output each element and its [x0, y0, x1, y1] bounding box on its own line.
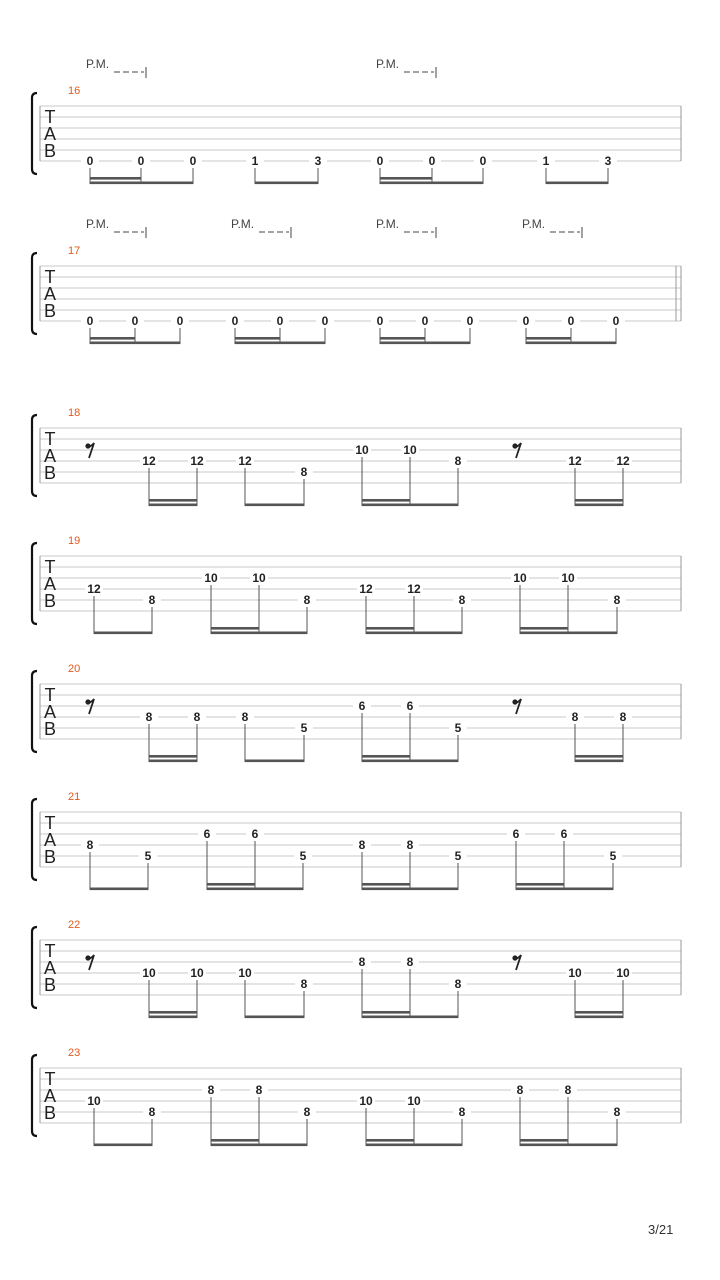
fret-number: 8: [300, 977, 308, 991]
fret-number: 0: [321, 314, 329, 328]
palm-mute-label: P.M.: [376, 57, 400, 71]
fret-number: 8: [303, 1105, 311, 1119]
fret-number: 10: [403, 443, 417, 457]
beam: [380, 342, 470, 345]
tab-clef-letter: T: [44, 557, 56, 577]
beam: [362, 504, 458, 507]
fret-number: 12: [359, 582, 373, 596]
beam: [362, 760, 458, 763]
fret-number: 12: [142, 454, 156, 468]
system-bracket: [32, 253, 37, 334]
fret-number: 10: [616, 966, 630, 980]
system-bracket: [32, 415, 37, 496]
fret-number: 8: [564, 1083, 572, 1097]
beam: [90, 182, 193, 185]
fret-number: 8: [358, 955, 366, 969]
fret-number: 5: [300, 721, 308, 735]
secondary-beam: [575, 499, 623, 502]
fret-number: 12: [568, 454, 582, 468]
tab-clef-letter: B: [43, 847, 57, 867]
secondary-beam: [90, 177, 141, 180]
secondary-beam: [211, 1139, 259, 1142]
secondary-beam: [575, 1011, 623, 1014]
fret-number: 8: [613, 593, 621, 607]
tab-clef-letter: B: [43, 591, 57, 611]
fret-number: 6: [358, 699, 366, 713]
beam: [575, 760, 623, 763]
fret-number: 0: [421, 314, 429, 328]
tab-clef-letter: T: [44, 267, 56, 287]
secondary-beam: [526, 337, 571, 340]
beam: [94, 632, 152, 635]
beam: [211, 1144, 307, 1147]
beam: [207, 888, 303, 891]
beam: [366, 1144, 462, 1147]
tab-clef-letter: A: [43, 124, 57, 144]
secondary-beam: [362, 499, 410, 502]
secondary-beam: [516, 883, 564, 886]
fret-number: 3: [314, 154, 322, 168]
secondary-beam: [211, 627, 259, 630]
palm-mute-label: P.M.: [86, 217, 110, 231]
fret-number: 8: [303, 593, 311, 607]
beam: [526, 342, 616, 345]
system-bracket: [32, 93, 37, 174]
fret-number: 6: [203, 827, 211, 841]
fret-number: 8: [454, 454, 462, 468]
measure-number: 23: [68, 1047, 81, 1059]
fret-number: 12: [616, 454, 630, 468]
fret-number: 8: [255, 1083, 263, 1097]
fret-number: 10: [568, 966, 582, 980]
tab-clef-letter: B: [43, 1103, 57, 1123]
fret-number: 0: [522, 314, 530, 328]
beam: [211, 632, 307, 635]
system-bracket: [32, 799, 37, 880]
fret-number: 10: [238, 966, 252, 980]
fret-number: 6: [406, 699, 414, 713]
fret-number: 10: [190, 966, 204, 980]
fret-number: 10: [561, 571, 575, 585]
secondary-beam: [520, 627, 568, 630]
fret-number: 0: [137, 154, 145, 168]
beam: [546, 182, 608, 185]
fret-number: 10: [204, 571, 218, 585]
fret-number: 8: [619, 710, 627, 724]
tab-clef-letter: A: [43, 702, 57, 722]
fret-number: 12: [407, 582, 421, 596]
tab-clef-letter: B: [43, 141, 57, 161]
fret-number: 0: [466, 314, 474, 328]
secondary-beam: [366, 627, 414, 630]
secondary-beam: [362, 755, 410, 758]
tab-clef-letter: T: [44, 429, 56, 449]
fret-number: 8: [145, 710, 153, 724]
measure-number: 17: [68, 245, 81, 257]
fret-number: 1: [542, 154, 550, 168]
fret-number: 10: [359, 1094, 373, 1108]
palm-mute-label: P.M.: [86, 57, 110, 71]
secondary-beam: [149, 499, 197, 502]
fret-number: 0: [231, 314, 239, 328]
secondary-beam: [235, 337, 280, 340]
palm-mute-label: P.M.: [376, 217, 400, 231]
tab-clef-letter: T: [44, 941, 56, 961]
fret-number: 10: [513, 571, 527, 585]
beam: [245, 504, 304, 507]
secondary-beam: [380, 337, 425, 340]
fret-number: 0: [376, 154, 384, 168]
fret-number: 6: [560, 827, 568, 841]
fret-number: 8: [300, 465, 308, 479]
beam: [90, 342, 180, 345]
fret-number: 10: [142, 966, 156, 980]
tab-clef-letter: T: [44, 107, 56, 127]
fret-number: 8: [406, 838, 414, 852]
beam: [149, 760, 197, 763]
beam: [575, 504, 623, 507]
fret-number: 3: [604, 154, 612, 168]
beam: [362, 1016, 458, 1019]
fret-number: 8: [241, 710, 249, 724]
tab-clef-letter: A: [43, 446, 57, 466]
beam: [149, 1016, 197, 1019]
fret-number: 0: [86, 314, 94, 328]
measure-number: 19: [68, 535, 81, 547]
fret-number: 1: [251, 154, 259, 168]
fret-number: 0: [189, 154, 197, 168]
fret-number: 0: [176, 314, 184, 328]
beam: [245, 760, 304, 763]
secondary-beam: [575, 755, 623, 758]
secondary-beam: [362, 1011, 410, 1014]
fret-number: 5: [454, 721, 462, 735]
measure-number: 16: [68, 85, 81, 97]
fret-number: 0: [131, 314, 139, 328]
secondary-beam: [366, 1139, 414, 1142]
fret-number: 8: [613, 1105, 621, 1119]
system-bracket: [32, 671, 37, 752]
fret-number: 8: [458, 593, 466, 607]
fret-number: 10: [355, 443, 369, 457]
fret-number: 10: [407, 1094, 421, 1108]
beam: [235, 342, 325, 345]
beam: [516, 888, 613, 891]
beam: [520, 1144, 617, 1147]
system-bracket: [32, 927, 37, 1008]
secondary-beam: [90, 337, 135, 340]
tab-clef-letter: A: [43, 574, 57, 594]
tab-clef-letter: A: [43, 1086, 57, 1106]
measure-number: 18: [68, 407, 81, 419]
secondary-beam: [380, 177, 432, 180]
beam: [149, 504, 197, 507]
fret-number: 8: [458, 1105, 466, 1119]
beam: [90, 888, 148, 891]
beam: [94, 1144, 152, 1147]
fret-number: 0: [86, 154, 94, 168]
tab-clef-letter: A: [43, 958, 57, 978]
system-bracket: [32, 543, 37, 624]
beam: [366, 632, 462, 635]
tab-clef-letter: B: [43, 463, 57, 483]
measure-number: 22: [68, 919, 81, 931]
fret-number: 8: [358, 838, 366, 852]
fret-number: 5: [609, 849, 617, 863]
fret-number: 5: [454, 849, 462, 863]
secondary-beam: [149, 755, 197, 758]
fret-number: 12: [238, 454, 252, 468]
fret-number: 8: [406, 955, 414, 969]
tab-clef-letter: T: [44, 1069, 56, 1089]
tab-clef-letter: T: [44, 685, 56, 705]
tab-clef-letter: B: [43, 301, 57, 321]
fret-number: 8: [454, 977, 462, 991]
fret-number: 8: [148, 1105, 156, 1119]
beam: [520, 632, 617, 635]
fret-number: 8: [86, 838, 94, 852]
tab-clef-letter: A: [43, 830, 57, 850]
secondary-beam: [520, 1139, 568, 1142]
fret-number: 12: [190, 454, 204, 468]
fret-number: 6: [251, 827, 259, 841]
system-bracket: [32, 1055, 37, 1136]
secondary-beam: [149, 1011, 197, 1014]
palm-mute-label: P.M.: [231, 217, 255, 231]
fret-number: 5: [299, 849, 307, 863]
beam: [362, 888, 458, 891]
fret-number: 12: [87, 582, 101, 596]
fret-number: 10: [252, 571, 266, 585]
fret-number: 8: [148, 593, 156, 607]
fret-number: 8: [193, 710, 201, 724]
beam: [575, 1016, 623, 1019]
tab-clef-letter: B: [43, 975, 57, 995]
fret-number: 0: [567, 314, 575, 328]
page-number: 3/21: [648, 1222, 674, 1237]
fret-number: 8: [207, 1083, 215, 1097]
fret-number: 8: [516, 1083, 524, 1097]
measure-number: 20: [68, 663, 81, 675]
fret-number: 0: [376, 314, 384, 328]
fret-number: 0: [276, 314, 284, 328]
tab-clef-letter: B: [43, 719, 57, 739]
secondary-beam: [362, 883, 410, 886]
fret-number: 5: [144, 849, 152, 863]
secondary-beam: [207, 883, 255, 886]
fret-number: 0: [479, 154, 487, 168]
fret-number: 10: [87, 1094, 101, 1108]
tab-clef-letter: A: [43, 284, 57, 304]
measure-number: 21: [68, 791, 81, 803]
fret-number: 6: [512, 827, 520, 841]
fret-number: 0: [612, 314, 620, 328]
beam: [255, 182, 318, 185]
beam: [380, 182, 483, 185]
tab-clef-letter: T: [44, 813, 56, 833]
fret-number: 0: [428, 154, 436, 168]
fret-number: 8: [571, 710, 579, 724]
beam: [245, 1016, 304, 1019]
palm-mute-label: P.M.: [522, 217, 546, 231]
